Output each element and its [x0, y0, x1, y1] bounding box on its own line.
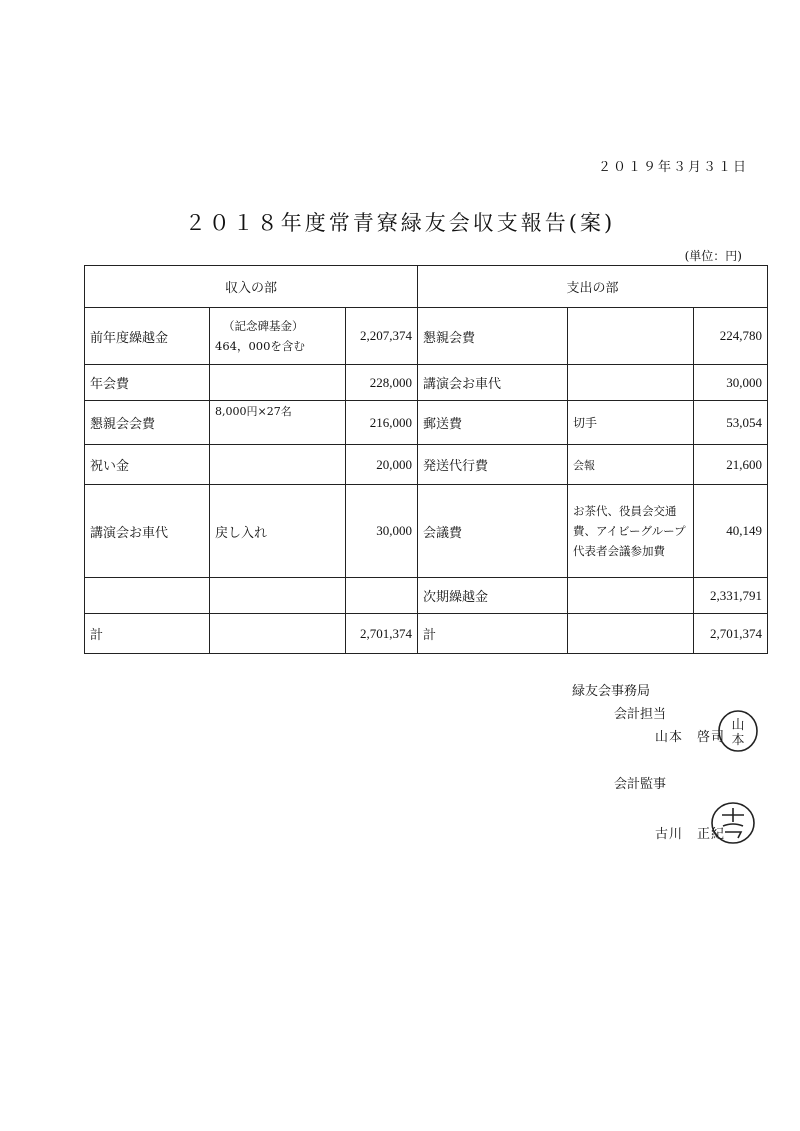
expense-amount: 224,780: [694, 308, 768, 365]
expense-item: 懇親会費: [418, 308, 568, 365]
income-total-amount: 2,701,374: [346, 614, 418, 654]
income-header: 収入の部: [85, 266, 418, 308]
svg-text:本: 本: [731, 733, 745, 748]
income-item: 祝い金: [85, 445, 210, 485]
table-row: [85, 445, 768, 485]
total-row: [85, 614, 768, 654]
expense-note: お茶代、役員会交通費、アイビーグループ代表者会議参加費: [568, 485, 694, 578]
expense-item: 郵送費: [418, 401, 568, 445]
income-amount: 2,207,374: [346, 308, 418, 365]
auditor-role: 会計監事: [614, 777, 667, 792]
expense-amount: 40,149: [694, 485, 768, 578]
expense-item: 講演会お車代: [418, 365, 568, 401]
auditor-name: 古川 正紀: [655, 827, 726, 842]
expense-amount: 2,331,791: [694, 578, 768, 614]
income-item: 前年度繰越金: [85, 308, 210, 365]
income-note: 戻し入れ: [210, 485, 346, 578]
table-row: [85, 401, 768, 445]
accountant-seal-stamp: [716, 708, 760, 754]
income-item: [85, 578, 210, 614]
table-row: [85, 308, 768, 365]
income-note: [210, 445, 346, 485]
income-amount: [346, 578, 418, 614]
table-row: [85, 365, 768, 401]
report-date: ２０１９年３月３１日: [597, 160, 748, 175]
accountant-role: 会計担当: [614, 707, 667, 722]
expense-amount: 30,000: [694, 365, 768, 401]
income-total-label: 計: [85, 614, 210, 654]
accountant-name: 山本 啓司: [655, 730, 726, 745]
income-amount: 20,000: [346, 445, 418, 485]
table-row: [85, 578, 768, 614]
expense-note: [568, 365, 694, 401]
expense-note: [568, 308, 694, 365]
expense-note: [568, 578, 694, 614]
expense-item: 次期繰越金: [418, 578, 568, 614]
income-note: [210, 614, 346, 654]
expense-item: 発送代行費: [418, 445, 568, 485]
income-note: 8,000円×27名: [210, 401, 346, 445]
expense-item: 会議費: [418, 485, 568, 578]
report-title: ２０１８年度常青寮緑友会収支報告(案): [184, 211, 616, 235]
office-name: 緑友会事務局: [572, 684, 651, 699]
auditor-seal-stamp: [708, 800, 758, 846]
svg-text:山: 山: [731, 718, 745, 733]
income-item: 年会費: [85, 365, 210, 401]
income-amount: 228,000: [346, 365, 418, 401]
income-note: [210, 308, 346, 365]
expense-note: 会報: [568, 445, 694, 485]
income-note: [210, 365, 346, 401]
expense-total-amount: 2,701,374: [694, 614, 768, 654]
expense-amount: 53,054: [694, 401, 768, 445]
table-row: [85, 485, 768, 578]
expense-amount: 21,600: [694, 445, 768, 485]
table-header-row: [85, 266, 768, 308]
expense-header: 支出の部: [418, 266, 768, 308]
income-note-line2: 464，000を含む: [215, 339, 305, 353]
income-note: [210, 578, 346, 614]
expense-total-label: 計: [418, 614, 568, 654]
income-amount: 30,000: [346, 485, 418, 578]
expense-note: [568, 614, 694, 654]
income-item: 講演会お車代: [85, 485, 210, 578]
income-item: 懇親会会費: [85, 401, 210, 445]
income-amount: 216,000: [346, 401, 418, 445]
income-note-line1: （記念碑基金）: [223, 318, 304, 333]
income-expense-table: [84, 265, 768, 654]
unit-note: (単位：円): [684, 249, 742, 263]
expense-note: 切手: [568, 401, 694, 445]
